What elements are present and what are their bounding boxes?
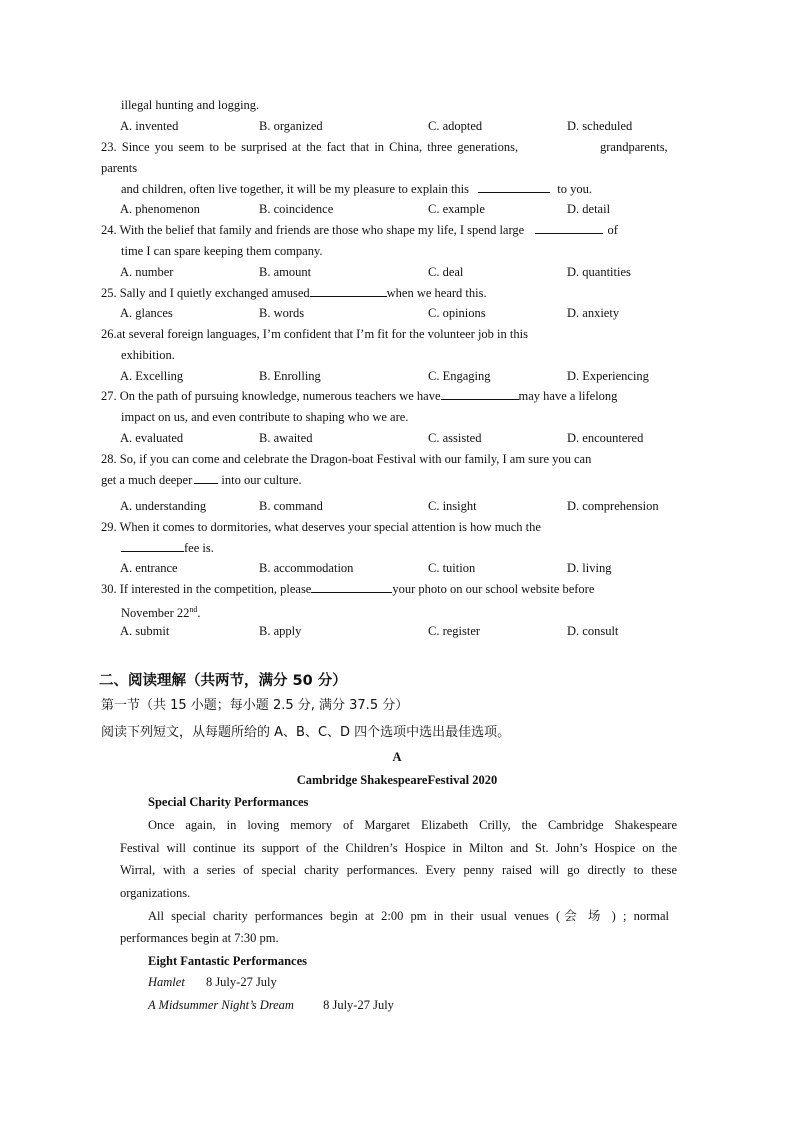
q27-stem-text-b: may have a lifelong <box>518 389 618 403</box>
q29-blank[interactable] <box>121 540 184 552</box>
q23-stem-text-b: to you. <box>557 182 593 196</box>
passage-p1-line2: Festival will continue its support of the Children’s Hospice in Milton and St. John’s Hospice on the <box>120 841 677 855</box>
q29-stem-line1: 29. When it comes to dormitories, what deserves your special attention is how much the <box>101 520 541 534</box>
q22-option-d[interactable]: D. scheduled <box>567 119 633 133</box>
q29-option-c[interactable]: C. tuition <box>428 561 476 575</box>
q23-option-a[interactable]: A. phenomenon <box>120 202 200 216</box>
q24-blank[interactable] <box>535 222 603 234</box>
q30-stem-line1 <box>101 581 594 597</box>
q26-option-d[interactable]: D. Experiencing <box>567 369 649 383</box>
q22-continuation: illegal hunting and logging. <box>121 98 260 112</box>
performance-row <box>148 997 394 1013</box>
q25-stem-text-b: when we heard this. <box>386 286 487 300</box>
q27-stem-line1 <box>101 388 617 404</box>
section-heading: 二、阅读理解（共两节，满分 50 分） <box>99 673 347 689</box>
passage-p1-line1: Once again, in loving memory of Margaret Elizabeth Crilly, the Cambridge Shakespeare <box>148 818 677 832</box>
performance-dates: 8 July-27 July <box>323 998 394 1012</box>
q27-option-c[interactable]: C. assisted <box>428 431 482 445</box>
q30-option-a[interactable]: A. submit <box>120 624 170 638</box>
q27-option-d[interactable]: D. encountered <box>567 431 644 445</box>
q27-blank[interactable] <box>441 388 519 400</box>
q23-stem-line1-end: grandparents, <box>600 140 668 154</box>
performance-dates: 8 July-27 July <box>205 975 277 989</box>
q30-date: November 22 <box>121 606 190 621</box>
q28-stem-line1: 28. So, if you can come and celebrate the Dragon-boat Festival with our family, I am sure you can <box>101 452 592 466</box>
q30-option-b[interactable]: B. apply <box>259 624 302 638</box>
q24-stem-text-b: of <box>607 223 618 237</box>
q27-stem-text-a: 27. On the path of pursuing knowledge, numerous teachers we have <box>101 389 441 403</box>
q25-option-d[interactable]: D. anxiety <box>567 306 620 320</box>
passage-p2-line1: All special charity performances begin at 2:00 pm in their usual venues (会 场 ) ; normal <box>148 909 669 923</box>
q22-option-b[interactable]: B. organized <box>259 119 323 133</box>
q24-option-b[interactable]: B. amount <box>259 265 312 279</box>
q27-stem-line2: impact on us, and even contribute to shaping who we are. <box>121 410 409 424</box>
q23-stem-line3 <box>121 181 592 197</box>
performance-title: Hamlet <box>148 975 185 989</box>
q27-option-a[interactable]: A. evaluated <box>120 431 184 445</box>
q23-option-b[interactable]: B. coincidence <box>259 202 334 216</box>
q23-option-d[interactable]: D. detail <box>567 202 611 216</box>
passage-p1-line4: organizations. <box>120 886 191 900</box>
performance-title: A Midsummer Night’s Dream <box>148 998 294 1012</box>
q28-stem-line2 <box>101 472 302 488</box>
q24-stem-text-a: 24. With the belief that family and friends are those who shape my life, I spend large <box>101 223 525 237</box>
q27-option-b[interactable]: B. awaited <box>259 431 313 445</box>
q28-stem-text-a: get a much deeper <box>101 473 193 487</box>
q28-option-d[interactable]: D. comprehension <box>567 499 659 513</box>
q22-option-a[interactable]: A. invented <box>120 119 179 133</box>
q25-option-b[interactable]: B. words <box>259 306 305 320</box>
q28-option-a[interactable]: A. understanding <box>120 499 207 513</box>
section-instruction: 阅读下列短文，从每题所给的 A、B、C、D 四个选项中选出最佳选项。 <box>101 725 511 740</box>
q30-option-d[interactable]: D. consult <box>567 624 619 638</box>
q29-stem-text-b: fee is. <box>184 541 214 555</box>
q26-stem-line2: exhibition. <box>121 348 175 362</box>
q23-option-c[interactable]: C. example <box>428 202 485 216</box>
passage-title: Cambridge ShakespeareFestival 2020 <box>296 773 498 787</box>
q30-date-period: . <box>197 606 201 621</box>
q24-option-c[interactable]: C. deal <box>428 265 464 279</box>
q25-blank[interactable] <box>310 285 387 297</box>
q30-stem-text-b: your photo on our school website before <box>392 582 595 596</box>
passage-p1-line3: Wirral, with a series of special charity performances. Every penny raised will go directly to these <box>120 863 677 877</box>
passage-subheading-charity: Special Charity Performances <box>148 795 309 809</box>
q28-option-c[interactable]: C. insight <box>428 499 477 513</box>
q25-option-c[interactable]: C. opinions <box>428 306 486 320</box>
performance-row <box>148 974 277 990</box>
passage-letter: A <box>392 750 402 764</box>
q30-stem-line2 <box>121 602 201 621</box>
q22-option-c[interactable]: C. adopted <box>428 119 483 133</box>
q24-stem-line1 <box>101 222 618 238</box>
q24-stem-line2: time I can spare keeping them company. <box>121 244 323 258</box>
q25-stem-text-a: 25. Sally and I quietly exchanged amused <box>101 286 310 300</box>
q30-option-c[interactable]: C. register <box>428 624 481 638</box>
q25-stem-line1 <box>101 285 487 301</box>
q24-option-a[interactable]: A. number <box>120 265 174 279</box>
section-part-note: 第一节（共 15 小题；每小题 2.5 分, 满分 37.5 分） <box>101 698 409 713</box>
q26-option-c[interactable]: C. Engaging <box>428 369 491 383</box>
q28-blank[interactable] <box>194 472 218 484</box>
passage-subheading-performances: Eight Fantastic Performances <box>148 954 307 968</box>
q28-stem-text-b: into our culture. <box>221 473 302 487</box>
q26-option-a[interactable]: A. Excelling <box>120 369 184 383</box>
q23-stem-line2: parents <box>101 161 138 175</box>
q26-option-b[interactable]: B. Enrolling <box>259 369 321 383</box>
q29-stem-line2 <box>121 540 214 556</box>
q23-stem-line1: 23. Since you seem to be surprised at the fact that in China, three generations, <box>101 140 519 154</box>
q25-option-a[interactable]: A. glances <box>120 306 173 320</box>
q24-option-d[interactable]: D. quantities <box>567 265 631 279</box>
q29-option-b[interactable]: B. accommodation <box>259 561 354 575</box>
q29-option-d[interactable]: D. living <box>567 561 612 575</box>
passage-p2-line2: performances begin at 7:30 pm. <box>120 931 279 945</box>
q23-blank[interactable] <box>478 181 550 193</box>
q29-option-a[interactable]: A. entrance <box>120 561 178 575</box>
q23-stem-text-a: and children, often live together, it will be my pleasure to explain this <box>121 182 470 196</box>
q26-stem-line1: 26.at several foreign languages, I’m confident that I’m fit for the volunteer job in this <box>101 327 528 341</box>
q30-date-suffix: nd <box>189 605 198 614</box>
q30-stem-text-a: 30. If interested in the competition, please <box>101 582 312 596</box>
q30-blank[interactable] <box>311 581 392 593</box>
q28-option-b[interactable]: B. command <box>259 499 323 513</box>
